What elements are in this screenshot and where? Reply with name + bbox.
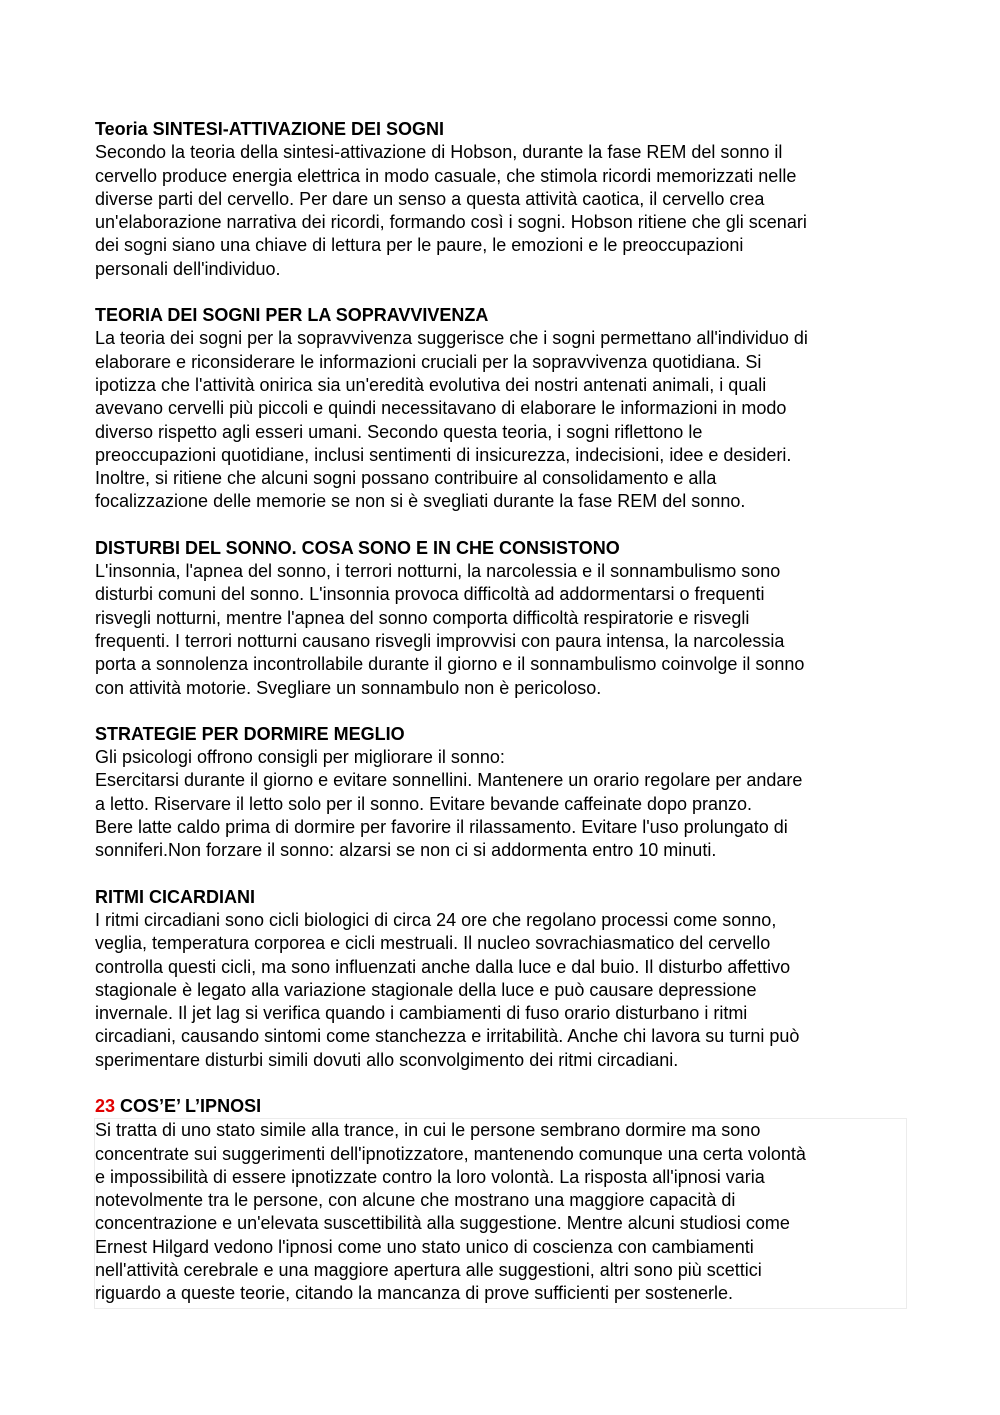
text-line: Esercitarsi durante il giorno e evitare sonnellini. Mantenere un orario regolare per andare xyxy=(95,770,803,791)
section-heading xyxy=(95,1095,907,1118)
text-line: con attività motorie. Svegliare un sonnambulo non è pericoloso. xyxy=(95,677,602,698)
section-number: 23 xyxy=(95,1095,116,1116)
text-line: Bere latte caldo prima di dormire per favorire il rilassamento. Evitare l'uso prolungato di xyxy=(95,817,788,838)
text-line: porta a sonnolenza incontrollabile durante il giorno e il sonnambulismo coinvolge il sonno xyxy=(95,654,805,675)
text-line: dei sogni siano una chiave di lettura per le paure, le emozioni e le preoccupazioni xyxy=(95,235,744,256)
text-line: cervello produce energia elettrica in modo casuale, che stimola ricordi memorizzati nelle xyxy=(95,165,797,186)
document-page xyxy=(95,118,907,1332)
text-line: veglia, temperatura corporea e cicli mestruali. Il nucleo sovrachiasmatico del cervello xyxy=(95,933,771,954)
section-disturbi-sonno xyxy=(95,537,907,700)
section-ritmi-circadiani xyxy=(95,886,907,1072)
section-heading: STRATEGIE PER DORMIRE MEGLIO xyxy=(95,723,405,744)
text-line: I ritmi circadiani sono cicli biologici di circa 24 ore che regolano processi come sonno, xyxy=(95,909,777,930)
section-heading: Teoria SINTESI-ATTIVAZIONE DEI SOGNI xyxy=(95,119,445,139)
text-line: Gli psicologi offrono consigli per migliorare il sonno: xyxy=(95,747,505,768)
text-line: nell'attività cerebrale e una maggiore apertura alle suggestioni, altri sono più scettici xyxy=(95,1260,762,1281)
section-sintesi-attivazione xyxy=(95,118,907,281)
text-line: e impossibilità di essere ipnotizzate contro la loro volontà. La risposta all'ipnosi varia xyxy=(95,1166,765,1187)
text-line: concentrate sui suggerimenti dell'ipnotizzatore, mantenendo comunque una certa volontà xyxy=(95,1143,806,1164)
text-line: Inoltre, si ritiene che alcuni sogni possano contribuire al consolidamento e alla xyxy=(95,468,717,489)
text-line: preoccupazioni quotidiane, inclusi sentimenti di insicurezza, indecisioni, idee e desideri. xyxy=(95,444,792,465)
text-line: avevano cervelli più piccoli e quindi necessitavano di elaborare le informazioni in modo xyxy=(95,398,787,419)
text-line: ipotizza che l'attività onirica sia un'eredità evolutiva dei nostri antenati animali, i quali xyxy=(95,374,767,395)
section-strategie xyxy=(95,723,907,863)
text-line: diverse parti del cervello. Per dare un senso a questa attività caotica, il cervello crea xyxy=(95,188,765,209)
text-line: invernale. Il jet lag si verifica quando i cambiamenti di fuso orario disturbano i ritmi xyxy=(95,1003,748,1024)
section-ipnosi xyxy=(95,1095,907,1309)
text-line: frequenti. I terrori notturni causano risvegli improvvisi con paura intensa, la narcolessia xyxy=(95,630,785,651)
text-line: controlla questi cicli, ma sono influenzati anche dalla luce e dal buio. Il disturbo affettivo xyxy=(95,956,791,977)
text-line: focalizzazione delle memorie se non si è svegliati durante la fase REM del sonno. xyxy=(95,491,746,512)
text-box xyxy=(94,1118,907,1308)
text-line: elaborare e riconsiderare le informazioni cruciali per la sopravvivenza quotidiana. Si xyxy=(95,351,762,372)
text-line: notevolmente tra le persone, con alcune che mostrano una maggiore capacità di xyxy=(95,1190,736,1211)
section-sopravvivenza xyxy=(95,304,907,514)
section-heading: TEORIA DEI SOGNI PER LA SOPRAVVIVENZA xyxy=(95,305,489,326)
text-line: diverso rispetto agli esseri umani. Secondo questa teoria, i sogni riflettono le xyxy=(95,421,703,442)
text-line: personali dell'individuo. xyxy=(95,258,281,279)
text-line: a letto. Riservare il letto solo per il sonno. Evitare bevande caffeinate dopo pranzo. xyxy=(95,793,753,814)
text-line: L'insonnia, l'apnea del sonno, i terrori notturni, la narcolessia e il sonnambulismo sono xyxy=(95,561,781,582)
text-line: La teoria dei sogni per la sopravvivenza suggerisce che i sogni permettano all'individuo di xyxy=(95,328,808,349)
text-line: sperimentare disturbi simili dovuti allo sconvolgimento dei ritmi circadiani. xyxy=(95,1049,679,1070)
section-heading: DISTURBI DEL SONNO. COSA SONO E IN CHE CONSISTONO xyxy=(95,537,620,558)
text-line: concentrazione e un'elevata suscettibilità alla suggestione. Mentre alcuni studiosi come xyxy=(95,1213,790,1234)
text-line: sonniferi.Non forzare il sonno: alzarsi se non ci si addormenta entro 10 minuti. xyxy=(95,840,717,861)
text-line: circadiani, causando sintomi come stanchezza e irritabilità. Anche chi lavora su turni può xyxy=(95,1026,800,1047)
text-line: disturbi comuni del sonno. L'insonnia provoca difficoltà ad addormentarsi o frequenti xyxy=(95,584,765,605)
text-line: risvegli notturni, mentre l'apnea del sonno comporta difficoltà respiratorie e risvegli xyxy=(95,607,750,628)
text-line: stagionale è legato alla variazione stagionale della luce e può causare depressione xyxy=(95,979,757,1000)
section-heading-text: COS’E’ L’IPNOSI xyxy=(115,1095,262,1116)
text-line: Si tratta di uno stato simile alla trance, in cui le persone sembrano dormire ma sono xyxy=(95,1120,761,1141)
section-heading: RITMI CICARDIANI xyxy=(95,886,255,907)
text-line: Ernest Hilgard vedono l'ipnosi come uno stato unico di coscienza con cambiamenti xyxy=(95,1236,754,1257)
text-line: riguardo a queste teorie, citando la mancanza di prove sufficienti per sostenerle. xyxy=(95,1283,734,1304)
text-line: un'elaborazione narrativa dei ricordi, formando così i sogni. Hobson ritiene che gli scenari xyxy=(95,212,807,233)
text-line: Secondo la teoria della sintesi-attivazione di Hobson, durante la fase REM del sonno il xyxy=(95,142,783,163)
